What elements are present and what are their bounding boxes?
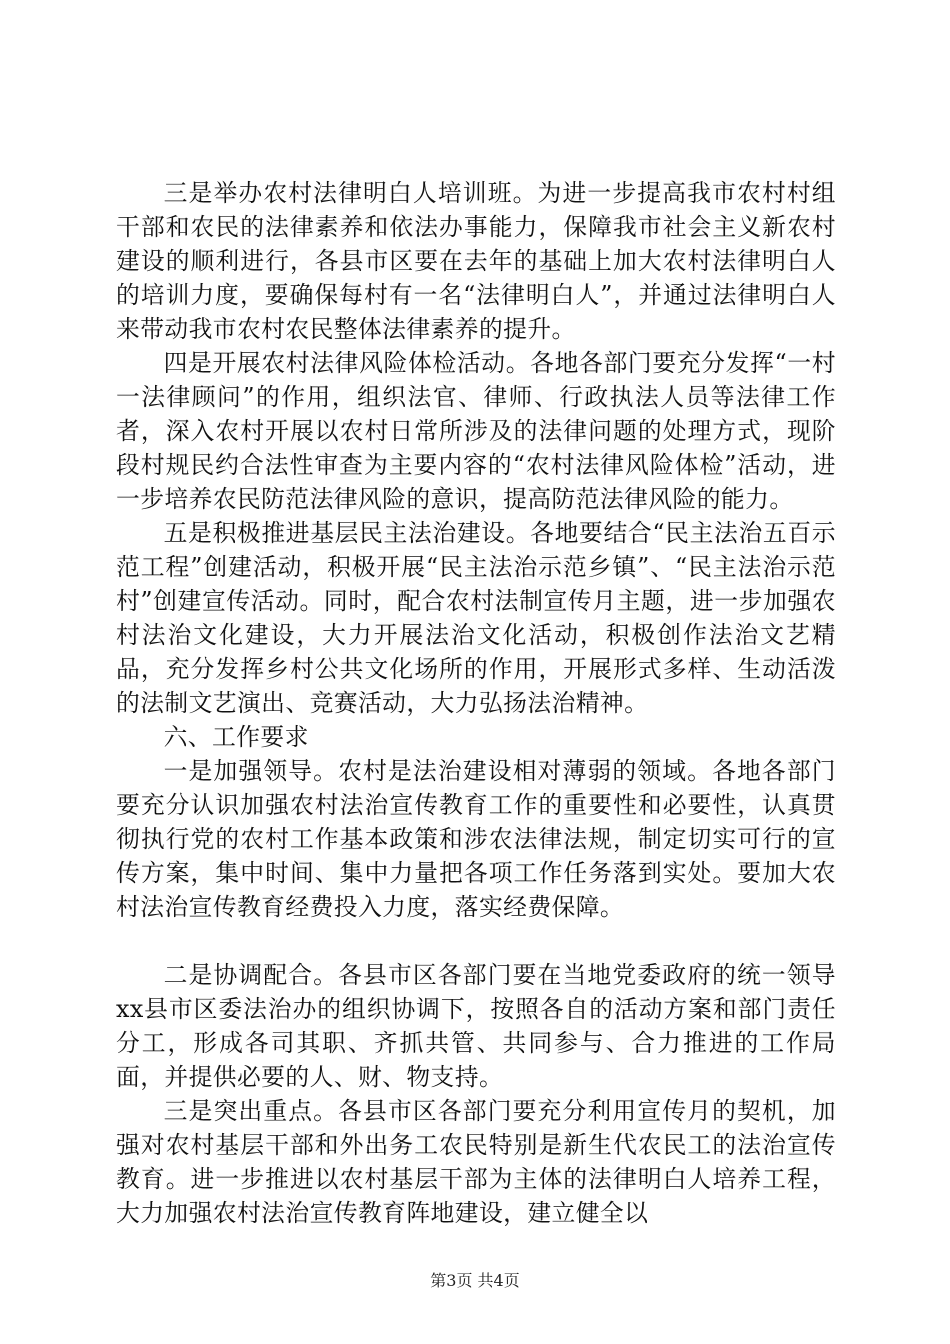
paragraph-risk-check: 四是开展农村法律风险体检活动。各地各部门要充分发挥“一村一法律顾问”的作用，组织法官、律师、行政执法人员等法律工作者，深入农村开展以农村日常所涉及的法律问题的处理方式，现阶段村规民约合法性审查为主要内容的“农村法律风险体检”活动，进一步培养农民防范法律风险的意识，提高防范法律风险的能力。 (116, 349, 836, 513)
page-footer: 第3页 共4页 (430, 1271, 520, 1290)
document-body (116, 176, 836, 1230)
paragraph-training: 三是举办农村法律明白人培训班。为进一步提高我市农村村组干部和农民的法律素养和依法办事能力，保障我市社会主义新农村建设的顺利进行，各县市区要在去年的基础上加大农村法律明白人的培训力度，要确保每村有一名“法律明白人”，并通过法律明白人来带动我市农村农民整体法律素养的提升。 (116, 179, 836, 343)
paragraph-leadership: 一是加强领导。农村是法治建设相对薄弱的领域。各地各部门要充分认识加强农村法治宣传教育工作的重要性和必要性，认真贯彻执行党的农村工作基本政策和涉农法律法规，制定切实可行的宣传方案，集中时间、集中力量把各项工作任务落到实处。要加大农村法治宣传教育经费投入力度，落实经费保障。 (116, 757, 836, 921)
paragraph-coordination: 二是协调配合。各县市区各部门要在当地党委政府的统一领导xx县市区委法治办的组织协调下，按照各自的活动方案和部门责任分工，形成各司其职、齐抓共管、共同参与、合力推进的工作局面，并提供必要的人、财、物支持。 (116, 961, 836, 1091)
paragraph-focus: 三是突出重点。各县市区各部门要充分利用宣传月的契机，加强对农村基层干部和外出务工农民特别是新生代农民工的法治宣传教育。进一步推进以农村基层干部为主体的法律明白人培养工程，大力加强农村法治宣传教育阵地建设，建立健全以 (116, 1097, 836, 1227)
paragraph-democracy: 五是积极推进基层民主法治建设。各地要结合“民主法治五百示范工程”创建活动，积极开展“民主法治示范乡镇”、“民主法治示范村”创建宣传活动。同时，配合农村法制宣传月主题，进一步加强农村法治文化建设，大力开展法治文化活动，积极创作法治文艺精品，充分发挥乡村公共文化场所的作用，开展形式多样、生动活泼的法制文艺演出、竞赛活动，大力弘扬法治精神。 (116, 519, 836, 717)
section-heading-requirements: 六、工作要求 (163, 723, 309, 751)
